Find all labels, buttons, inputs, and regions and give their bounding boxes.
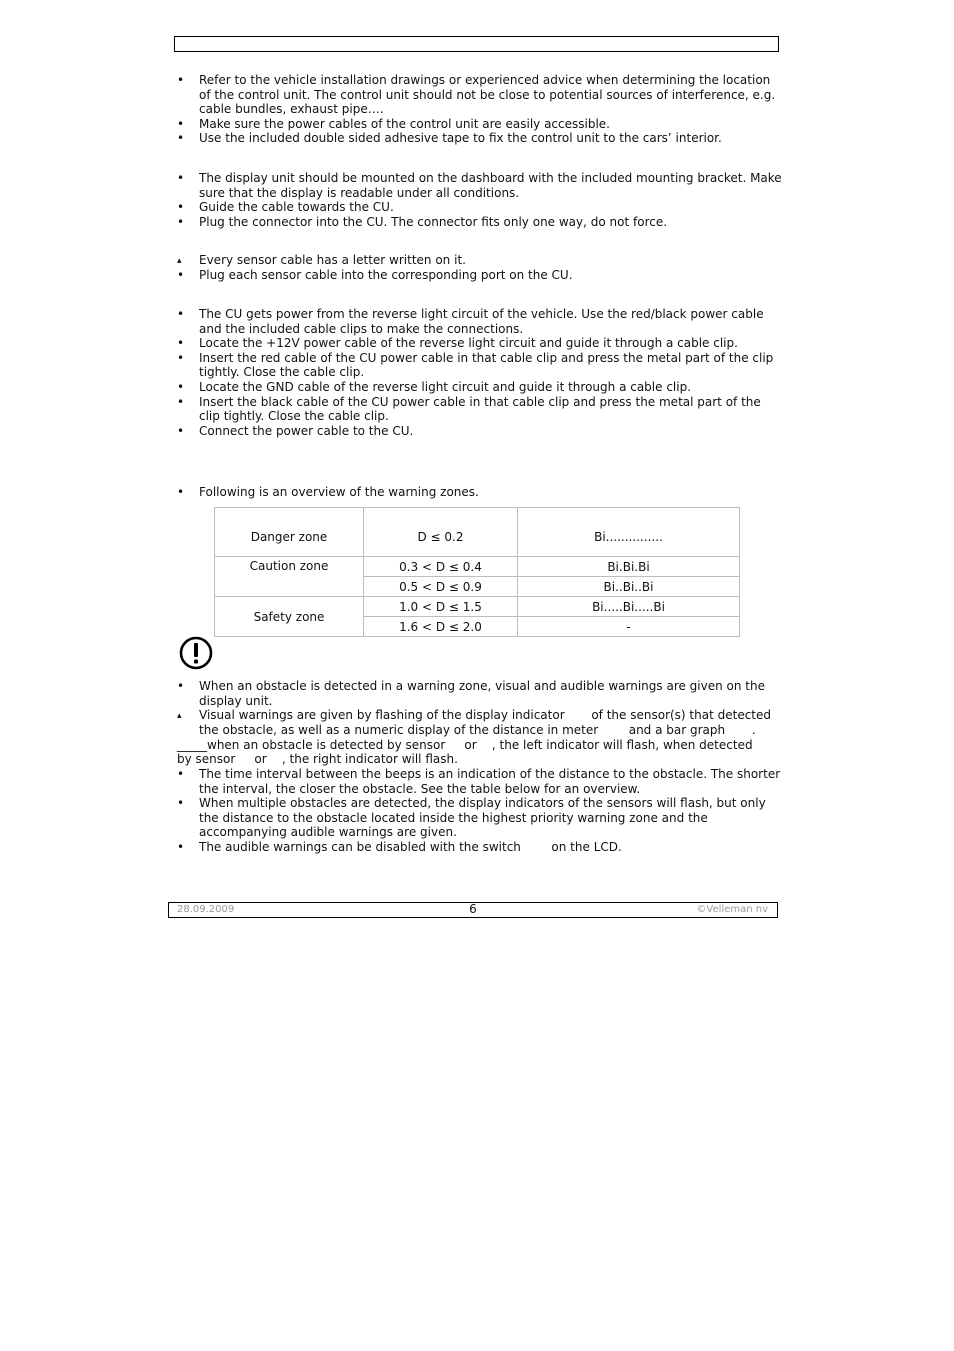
table-cell: - <box>518 617 740 637</box>
list-item: ▴ Visual warnings are given by flashing of the display indicator of the sensor(s) that detected the obstacle, as well as a numeric display of the distance in meter and a bar graph . <box>177 708 782 737</box>
list-item: • Make sure the power cables of the control unit are easily accessible. <box>177 117 782 132</box>
table-cell: 1.0 < D ≤ 1.5 <box>364 597 518 617</box>
list-item: • Following is an overview of the warning zones. <box>177 485 782 500</box>
indicator-note-line2: by sensor or , the right indicator will flash. <box>177 752 458 766</box>
table-cell: D ≤ 0.2 <box>364 508 518 557</box>
warning-exclamation-icon <box>179 636 213 670</box>
table-row <box>215 597 740 617</box>
list-item: • Plug each sensor cable into the corresponding port on the CU. <box>177 268 782 283</box>
page-number: 6 <box>469 902 477 916</box>
list-item: • Use the included double sided adhesive tape to fix the control unit to the cars’ interior. <box>177 131 782 146</box>
list-item: • Guide the cable towards the CU. <box>177 200 782 215</box>
table-cell: Danger zone <box>215 508 364 557</box>
table-row <box>215 557 740 577</box>
table-row <box>215 508 740 557</box>
list-item: • When an obstacle is detected in a warning zone, visual and audible warnings are given on the display unit. <box>177 679 782 708</box>
display-unit-list <box>177 171 782 229</box>
power-connection-list <box>177 307 782 438</box>
list-item: • Plug the connector into the CU. The connector fits only one way, do not force. <box>177 215 782 230</box>
list-item: • The time interval between the beeps is an indication of the distance to the obstacle. The shorter the interval, the closer the obstacle. See the table below for an overview. <box>177 767 782 796</box>
list-item: ▴ Every sensor cable has a letter written on it. <box>177 253 782 268</box>
list-item: • Refer to the vehicle installation drawings or experienced advice when determining the location of the control unit. The control unit should not be close to potential sources of interference, e.g. cable bundles, exhaust pipe…. <box>177 73 782 117</box>
warnings-list <box>177 679 782 737</box>
warning-zones-intro <box>177 485 782 500</box>
table-cell: Bi............... <box>518 508 740 557</box>
list-item: • Connect the power cable to the CU. <box>177 424 782 439</box>
footer-date: 28.09.2009 <box>177 904 235 915</box>
list-item: • Locate the GND cable of the reverse light circuit and guide it through a cable clip. <box>177 380 782 395</box>
table-cell: 1.6 < D ≤ 2.0 <box>364 617 518 637</box>
table-cell: Bi.Bi.Bi <box>518 557 740 577</box>
list-item: • When multiple obstacles are detected, the display indicators of the sensors will flash, but only the distance to the obstacle located inside the highest priority warning zone and the accompanying audible warnings are given. <box>177 796 782 840</box>
list-item: • Locate the +12V power cable of the reverse light circuit and guide it through a cable clip. <box>177 336 782 351</box>
sensor-cable-list <box>177 253 782 282</box>
page-footer <box>168 902 778 918</box>
table-cell: Safety zone <box>215 597 364 637</box>
warning-zones-table <box>214 507 740 637</box>
indicator-note-line1: _____when an obstacle is detected by sensor or , the left indicator will flash, when detected <box>177 738 753 752</box>
footer-copyright: ©Velleman nv <box>696 904 768 915</box>
list-item: • Insert the black cable of the CU power cable in that cable clip and press the metal part of the clip tightly. Close the cable clip. <box>177 395 782 424</box>
table-cell: Caution zone <box>215 557 364 597</box>
warnings-list-cont <box>177 767 782 855</box>
table-cell: 0.3 < D ≤ 0.4 <box>364 557 518 577</box>
list-item: • Insert the red cable of the CU power cable in that cable clip and press the metal part of the clip tightly. Close the cable clip. <box>177 351 782 380</box>
header-box <box>174 36 779 52</box>
list-item: • The display unit should be mounted on the dashboard with the included mounting bracket. Make sure that the display is readable under all conditions. <box>177 171 782 200</box>
list-item: • The audible warnings can be disabled with the switch on the LCD. <box>177 840 782 855</box>
control-unit-list <box>177 73 782 146</box>
table-cell: Bi..Bi..Bi <box>518 577 740 597</box>
table-cell: Bi.....Bi.....Bi <box>518 597 740 617</box>
list-item: • The CU gets power from the reverse light circuit of the vehicle. Use the red/black power cable and the included cable clips to make the connections. <box>177 307 782 336</box>
table-cell: 0.5 < D ≤ 0.9 <box>364 577 518 597</box>
